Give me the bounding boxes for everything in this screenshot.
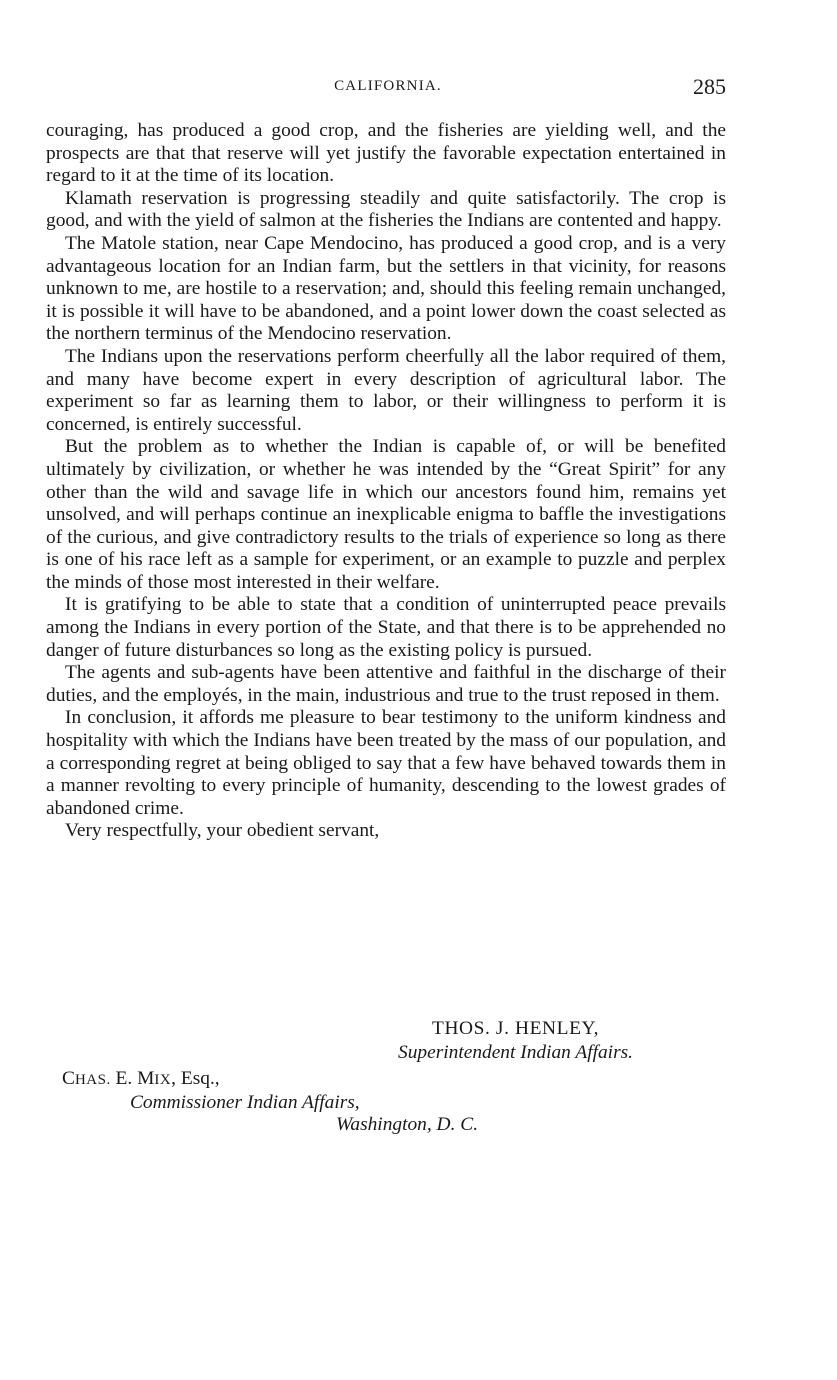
signature-title: Superintendent Indian Affairs. xyxy=(398,1042,634,1063)
running-head: CALIFORNIA. xyxy=(334,78,442,94)
paragraph-continuation: couraging, has produced a good crop, and the fisheries are yielding well, and the prospects are that that reserve will yet justify the favorable expectation entertained in regard to it at the time of its location. xyxy=(46,120,726,187)
addressee-name-suffix: , Esq., xyxy=(171,1068,220,1089)
addressee-title: Commissioner Indian Affairs, xyxy=(130,1092,360,1113)
paragraph-peace: It is gratifying to be able to state that a condition of uninterrupted peace prevails among the Indians in every portion of the State, and that there is to be apprehended no danger of future disturbances so long as the existing policy is pursued. xyxy=(46,594,726,661)
closing-salutation: Very respectfully, your obedient servant, xyxy=(65,820,380,842)
paragraph-matole: The Matole station, near Cape Mendocino, has produced a good crop, and is a very advantageous location for an Indian farm, but the settlers in that vicinity, for reasons unknown to me, are hostile to a reservation; and, should this feeling remain unchanged, it is possible it will have to be abandoned, and a point lower down the coast selected as the northern terminus of the Mendocino reservation. xyxy=(46,232,726,345)
paragraph-klamath: Klamath reservation is progressing steadily and quite satisfactorily. The crop is good, and with the yield of salmon at the fisheries the Indians are contented and happy. xyxy=(46,187,726,232)
addressee-name-middle: E. M xyxy=(110,1068,155,1089)
addressee-place: Washington, D. C. xyxy=(336,1114,479,1135)
paragraph-agents: The agents and sub-agents have been attentive and faithful in the discharge of their duties, and the employés, in the main, industrious and true to the trust reposed in them. xyxy=(46,662,726,706)
signature-name: THOS. J. HENLEY, xyxy=(432,1018,600,1039)
page-header xyxy=(46,74,730,106)
page-number: 285 xyxy=(693,74,726,99)
paragraph-conclusion: In conclusion, it affords me pleasure to bear testimony to the uniform kindness and hospitality with which the Indians have been treated by the mass of our population, and a corresponding regret at being obliged to say that a few have behaved towards them in a manner revolting to every principle of humanity, descending to the lowest grades of abandoned crime. xyxy=(46,707,726,819)
addressee-name-smallcaps: HAS. xyxy=(74,1072,111,1088)
addressee-name-initial: C xyxy=(62,1068,75,1089)
paragraph-problem: But the problem as to whether the Indian is capable of, or will be benefited ultimately by civilization, or whether he was intended by the “Great Spirit” for any other than the wild and savage life in which our ancestors found him, remains yet unsolved, and will perhaps continue an inexplicable enigma to baffle the investigations of the curious, and give contradictory results to the trials of experience so long as there is one of his race left as a sample for experiment, or an example to puzzle and perplex the minds of those most interested in their welfare. xyxy=(46,436,726,593)
addressee-surname-smallcaps: IX xyxy=(154,1072,172,1088)
addressee-name xyxy=(62,1068,220,1092)
paragraph-labor: The Indians upon the reservations perform cheerfully all the labor required of them, and many have become expert in every description of agricultural labor. The experiment so far as learning them to labor, or their willingness to perform it is concerned, is entirely successful. xyxy=(46,345,726,435)
body-text xyxy=(46,120,726,843)
